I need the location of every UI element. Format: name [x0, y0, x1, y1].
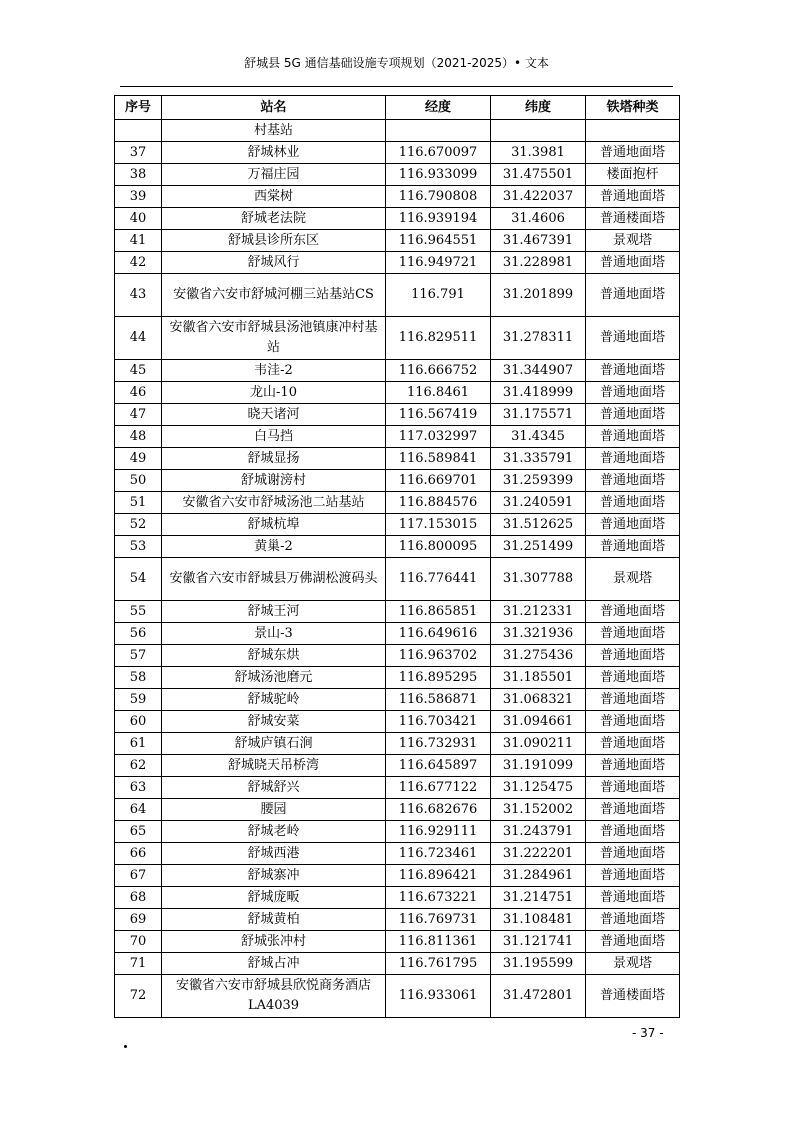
cell-name: 舒城杭埠: [162, 514, 386, 536]
cell-tower-type: 普通地面塔: [586, 536, 680, 558]
cell-longitude: 117.153015: [386, 514, 491, 536]
table-row: [115, 777, 680, 799]
cell-longitude: 116.865851: [386, 601, 491, 623]
cell-latitude: 31.195599: [491, 953, 586, 975]
cell-longitude: 116.949721: [386, 252, 491, 274]
cell-name: 黄巢-2: [162, 536, 386, 558]
cell-latitude: 31.418999: [491, 382, 586, 404]
table-row: [115, 843, 680, 865]
cell-name: 舒城张冲村: [162, 931, 386, 953]
cell-no: 42: [115, 252, 162, 274]
table-row: [115, 274, 680, 317]
cell-tower-type: [586, 120, 680, 142]
table-row: [115, 909, 680, 931]
cell-no: 65: [115, 821, 162, 843]
cell-tower-type: 楼面抱杆: [586, 164, 680, 186]
cell-longitude: 116.666752: [386, 360, 491, 382]
table-row: [115, 689, 680, 711]
cell-no: 50: [115, 470, 162, 492]
cell-longitude: 116.790808: [386, 186, 491, 208]
cell-longitude: 116.933099: [386, 164, 491, 186]
table-row: [115, 865, 680, 887]
cell-longitude: 116.933061: [386, 975, 491, 1018]
cell-latitude: 31.090211: [491, 733, 586, 755]
cell-longitude: 116.589841: [386, 448, 491, 470]
cell-longitude: 116.567419: [386, 404, 491, 426]
cell-longitude: 116.896421: [386, 865, 491, 887]
cell-latitude: 31.259399: [491, 470, 586, 492]
cell-tower-type: 普通地面塔: [586, 426, 680, 448]
cell-no: 40: [115, 208, 162, 230]
table-row: [115, 142, 680, 164]
cell-tower-type: 景观塔: [586, 230, 680, 252]
cell-tower-type: 普通地面塔: [586, 755, 680, 777]
table-row: [115, 492, 680, 514]
cell-longitude: 116.791: [386, 274, 491, 317]
table-row: [115, 536, 680, 558]
table-row: [115, 120, 680, 142]
cell-no: 71: [115, 953, 162, 975]
table-row: [115, 164, 680, 186]
table-row: [115, 601, 680, 623]
table-row: [115, 514, 680, 536]
cell-name: 景山-3: [162, 623, 386, 645]
cell-longitude: 116.723461: [386, 843, 491, 865]
cell-tower-type: 普通地面塔: [586, 931, 680, 953]
cell-no: 37: [115, 142, 162, 164]
table-row: [115, 711, 680, 733]
cell-no: 56: [115, 623, 162, 645]
cell-tower-type: 普通地面塔: [586, 887, 680, 909]
cell-name: 舒城占冲: [162, 953, 386, 975]
column-header-no: 序号: [115, 96, 162, 120]
cell-latitude: [491, 120, 586, 142]
cell-no: 59: [115, 689, 162, 711]
table-row: [115, 317, 680, 360]
cell-tower-type: 景观塔: [586, 953, 680, 975]
cell-no: 51: [115, 492, 162, 514]
cell-longitude: 116.732931: [386, 733, 491, 755]
cell-longitude: 116.963702: [386, 645, 491, 667]
table-row: [115, 426, 680, 448]
cell-latitude: 31.4345: [491, 426, 586, 448]
table-row: [115, 799, 680, 821]
cell-latitude: 31.068321: [491, 689, 586, 711]
cell-tower-type: 普通地面塔: [586, 448, 680, 470]
cell-longitude: 116.673221: [386, 887, 491, 909]
cell-tower-type: 普通楼面塔: [586, 975, 680, 1018]
table-row: [115, 667, 680, 689]
cell-latitude: 31.307788: [491, 558, 586, 601]
cell-latitude: 31.212331: [491, 601, 586, 623]
cell-longitude: [386, 120, 491, 142]
cell-tower-type: 景观塔: [586, 558, 680, 601]
cell-tower-type: 普通地面塔: [586, 601, 680, 623]
cell-name: 舒城寨冲: [162, 865, 386, 887]
cell-tower-type: 普通地面塔: [586, 711, 680, 733]
page-number: - 37 -: [632, 1026, 664, 1040]
cell-name: 舒城汤池磨元: [162, 667, 386, 689]
cell-no: 53: [115, 536, 162, 558]
cell-name: 舒城舒兴: [162, 777, 386, 799]
cell-no: 70: [115, 931, 162, 953]
cell-no: 44: [115, 317, 162, 360]
cell-latitude: 31.278311: [491, 317, 586, 360]
cell-latitude: 31.475501: [491, 164, 586, 186]
cell-longitude: 116.811361: [386, 931, 491, 953]
cell-name: 龙山-10: [162, 382, 386, 404]
cell-tower-type: 普通地面塔: [586, 623, 680, 645]
cell-tower-type: 普通地面塔: [586, 909, 680, 931]
table-row: [115, 186, 680, 208]
cell-longitude: 116.649616: [386, 623, 491, 645]
cell-tower-type: 普通地面塔: [586, 821, 680, 843]
table-row: [115, 887, 680, 909]
cell-latitude: 31.512625: [491, 514, 586, 536]
cell-name: 舒城王河: [162, 601, 386, 623]
cell-tower-type: 普通地面塔: [586, 733, 680, 755]
table-row: [115, 755, 680, 777]
cell-longitude: 116.769731: [386, 909, 491, 931]
cell-name: 舒城驼岭: [162, 689, 386, 711]
cell-latitude: 31.467391: [491, 230, 586, 252]
cell-longitude: 116.800095: [386, 536, 491, 558]
cell-no: 48: [115, 426, 162, 448]
cell-longitude: 116.669701: [386, 470, 491, 492]
cell-latitude: 31.335791: [491, 448, 586, 470]
cell-tower-type: 普通地面塔: [586, 777, 680, 799]
cell-tower-type: 普通地面塔: [586, 667, 680, 689]
cell-name: 舒城东烘: [162, 645, 386, 667]
cell-no: 62: [115, 755, 162, 777]
cell-no: 47: [115, 404, 162, 426]
cell-latitude: 31.243791: [491, 821, 586, 843]
cell-tower-type: 普通地面塔: [586, 514, 680, 536]
cell-longitude: 116.677122: [386, 777, 491, 799]
cell-latitude: 31.222201: [491, 843, 586, 865]
table-row: [115, 382, 680, 404]
column-header-latitude: 纬度: [491, 96, 586, 120]
table-row: [115, 821, 680, 843]
table-row: [115, 623, 680, 645]
cell-tower-type: 普通地面塔: [586, 404, 680, 426]
cell-tower-type: 普通地面塔: [586, 645, 680, 667]
cell-no: 52: [115, 514, 162, 536]
cell-no: 41: [115, 230, 162, 252]
cell-no: 69: [115, 909, 162, 931]
cell-tower-type: 普通地面塔: [586, 865, 680, 887]
cell-name: 白马挡: [162, 426, 386, 448]
cell-name: 安徽省六安市舒城县欣悦商务酒店 LA4039: [162, 975, 386, 1018]
table-row: [115, 975, 680, 1018]
table-row: [115, 230, 680, 252]
cell-longitude: 116.761795: [386, 953, 491, 975]
cell-no: [115, 120, 162, 142]
cell-latitude: 31.251499: [491, 536, 586, 558]
cell-name: 安徽省六安市舒城汤池二站基站: [162, 492, 386, 514]
cell-name: 舒城安菜: [162, 711, 386, 733]
cell-no: 38: [115, 164, 162, 186]
cell-name: 村基站: [162, 120, 386, 142]
cell-tower-type: 普通地面塔: [586, 470, 680, 492]
cell-longitude: 116.8461: [386, 382, 491, 404]
header-rule: [120, 86, 673, 87]
table-header-row: [115, 96, 680, 120]
cell-no: 64: [115, 799, 162, 821]
cell-latitude: 31.228981: [491, 252, 586, 274]
cell-no: 66: [115, 843, 162, 865]
cell-longitude: 116.929111: [386, 821, 491, 843]
cell-name: 晓天诸河: [162, 404, 386, 426]
table-row: [115, 448, 680, 470]
cell-name: 舒城风行: [162, 252, 386, 274]
cell-no: 39: [115, 186, 162, 208]
cell-no: 45: [115, 360, 162, 382]
cell-latitude: 31.108481: [491, 909, 586, 931]
cell-latitude: 31.422037: [491, 186, 586, 208]
cell-latitude: 31.191099: [491, 755, 586, 777]
cell-latitude: 31.175571: [491, 404, 586, 426]
cell-tower-type: 普通地面塔: [586, 252, 680, 274]
cell-longitude: 116.895295: [386, 667, 491, 689]
cell-tower-type: 普通地面塔: [586, 843, 680, 865]
cell-tower-type: 普通地面塔: [586, 799, 680, 821]
cell-longitude: 116.829511: [386, 317, 491, 360]
cell-no: 54: [115, 558, 162, 601]
cell-longitude: 116.939194: [386, 208, 491, 230]
cell-tower-type: 普通地面塔: [586, 317, 680, 360]
cell-name: 安徽省六安市舒城河棚三站基站CS: [162, 274, 386, 317]
table-row: [115, 645, 680, 667]
cell-latitude: 31.275436: [491, 645, 586, 667]
table-row: [115, 208, 680, 230]
cell-name: 安徽省六安市舒城县汤池镇康冲村基站: [162, 317, 386, 360]
cell-latitude: 31.214751: [491, 887, 586, 909]
cell-name: 舒城庐镇石涧: [162, 733, 386, 755]
cell-no: 72: [115, 975, 162, 1018]
cell-latitude: 31.472801: [491, 975, 586, 1018]
cell-name: 安徽省六安市舒城县万佛湖松渡码头: [162, 558, 386, 601]
cell-longitude: 116.964551: [386, 230, 491, 252]
cell-latitude: 31.152002: [491, 799, 586, 821]
table-row: [115, 404, 680, 426]
cell-longitude: 116.884576: [386, 492, 491, 514]
cell-no: 58: [115, 667, 162, 689]
cell-tower-type: 普通地面塔: [586, 186, 680, 208]
table-row: [115, 733, 680, 755]
table-row: [115, 252, 680, 274]
cell-no: 49: [115, 448, 162, 470]
cell-tower-type: 普通楼面塔: [586, 208, 680, 230]
cell-latitude: 31.201899: [491, 274, 586, 317]
cell-latitude: 31.321936: [491, 623, 586, 645]
page-header: 舒城县 5G 通信基础设施专项规划（2021-2025）• 文本: [244, 56, 549, 70]
cell-longitude: 116.645897: [386, 755, 491, 777]
cell-name: 舒城庞畈: [162, 887, 386, 909]
cell-name: 韦洼-2: [162, 360, 386, 382]
cell-name: 舒城老岭: [162, 821, 386, 843]
cell-no: 63: [115, 777, 162, 799]
tower-site-table: [114, 95, 680, 1018]
cell-name: 舒城老法院: [162, 208, 386, 230]
column-header-name: 站名: [162, 96, 386, 120]
cell-tower-type: 普通地面塔: [586, 492, 680, 514]
cell-latitude: 31.125475: [491, 777, 586, 799]
column-header-tower-type: 铁塔种类: [586, 96, 680, 120]
cell-tower-type: 普通地面塔: [586, 142, 680, 164]
cell-longitude: 116.682676: [386, 799, 491, 821]
cell-longitude: 116.670097: [386, 142, 491, 164]
cell-latitude: 31.121741: [491, 931, 586, 953]
table-row: [115, 360, 680, 382]
cell-latitude: 31.185501: [491, 667, 586, 689]
cell-latitude: 31.240591: [491, 492, 586, 514]
column-header-longitude: 经度: [386, 96, 491, 120]
cell-name: 西棠树: [162, 186, 386, 208]
cell-tower-type: 普通地面塔: [586, 274, 680, 317]
cell-name: 舒城林业: [162, 142, 386, 164]
cell-no: 61: [115, 733, 162, 755]
table-row: [115, 558, 680, 601]
cell-longitude: 116.586871: [386, 689, 491, 711]
cell-name: 舒城黄柏: [162, 909, 386, 931]
cell-no: 43: [115, 274, 162, 317]
cell-latitude: 31.344907: [491, 360, 586, 382]
cell-latitude: 31.284961: [491, 865, 586, 887]
cell-no: 57: [115, 645, 162, 667]
table-row: [115, 931, 680, 953]
cell-tower-type: 普通地面塔: [586, 689, 680, 711]
cell-name: 舒城晓天吊桥湾: [162, 755, 386, 777]
cell-longitude: 116.776441: [386, 558, 491, 601]
cell-no: 67: [115, 865, 162, 887]
cell-name: 万福庄园: [162, 164, 386, 186]
cell-no: 60: [115, 711, 162, 733]
table-row: [115, 470, 680, 492]
cell-no: 46: [115, 382, 162, 404]
cell-latitude: 31.4606: [491, 208, 586, 230]
table-row: [115, 953, 680, 975]
cell-name: 舒城谢滂村: [162, 470, 386, 492]
cell-no: 68: [115, 887, 162, 909]
cell-no: 55: [115, 601, 162, 623]
cell-longitude: 117.032997: [386, 426, 491, 448]
cell-tower-type: 普通地面塔: [586, 382, 680, 404]
cell-latitude: 31.3981: [491, 142, 586, 164]
cell-name: 腰园: [162, 799, 386, 821]
cell-tower-type: 普通地面塔: [586, 360, 680, 382]
cell-name: 舒城西港: [162, 843, 386, 865]
cell-latitude: 31.094661: [491, 711, 586, 733]
cell-name: 舒城县诊所东区: [162, 230, 386, 252]
cell-name: 舒城显扬: [162, 448, 386, 470]
footer-bullet-dot: [124, 1045, 127, 1048]
cell-longitude: 116.703421: [386, 711, 491, 733]
